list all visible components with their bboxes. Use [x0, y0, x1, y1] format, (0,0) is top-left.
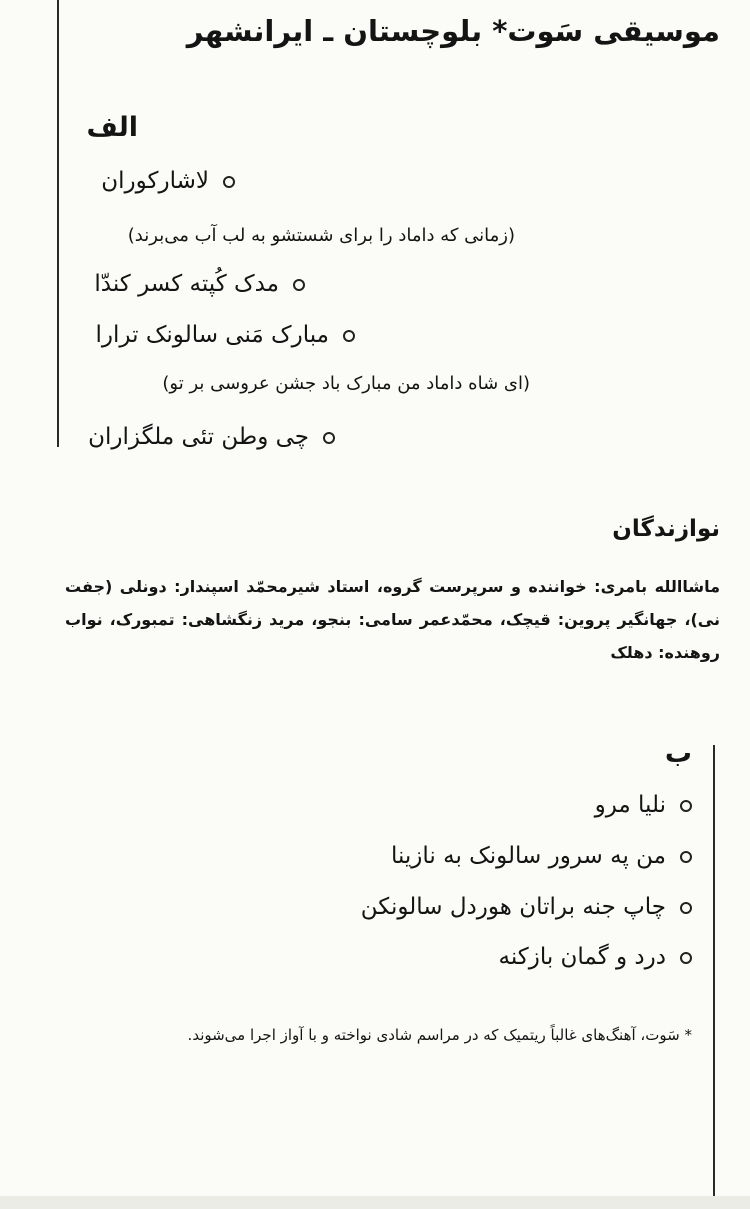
circle-bullet-icon	[323, 432, 335, 444]
song-item: چاپ جنه براتان هوردل سالونکن	[361, 894, 692, 920]
circle-bullet-icon	[680, 902, 692, 914]
left-margin-line	[57, 0, 59, 447]
footnote	[72, 1020, 692, 1050]
song-item: من په سرور سالونک به نازینا	[391, 843, 692, 869]
musicians-heading: نوازندگان	[612, 516, 720, 542]
circle-bullet-icon	[680, 952, 692, 964]
song-item: مبارک مَنی سالونک ترارا	[96, 322, 355, 348]
musicians-list: ماشاالله بامری: خواننده و سرپرست گروه، استاد شیرمحمّد اسپندار: دونلی (جفت نی)، جهانگیر پروین: قیچک، محمّدعمر سامی: بنجو، مرید زنگشاهی: تمبورک، نواب روهنده: دهلک	[65, 577, 720, 662]
song-note: (زمانی که داماد را برای شستشو به لب آب می‌برند)	[127, 225, 515, 246]
circle-bullet-icon	[680, 851, 692, 863]
song-item: لاشارکوران	[101, 168, 235, 194]
song-item: نلیا مرو	[595, 792, 692, 818]
circle-bullet-icon	[223, 176, 235, 188]
song-note: (ای شاه داماد من مبارک باد جشن عروسی بر تو)	[162, 373, 530, 394]
right-margin-line	[713, 745, 715, 1200]
circle-bullet-icon	[680, 800, 692, 812]
page-bottom-edge	[0, 1196, 750, 1209]
song-item: درد و گمان بازکنه	[498, 944, 692, 970]
circle-bullet-icon	[293, 279, 305, 291]
circle-bullet-icon	[343, 330, 355, 342]
footnote-text: سَوت، آهنگ‌های غالباً ریتمیک که در مراسم شادی نواخته و با آواز اجرا می‌شوند.	[187, 1026, 680, 1044]
section-be-heading: ب	[664, 738, 692, 769]
song-item: مدک کُپته کسر کندّا	[94, 271, 305, 297]
page-title: موسیقی سَوت* بلوچستان ـ ایرانشهر	[186, 14, 720, 48]
footnote-marker: *	[684, 1026, 692, 1044]
song-item: چی وطن تئی ملگزاران	[88, 424, 335, 450]
section-alef-heading: الف	[86, 112, 138, 143]
